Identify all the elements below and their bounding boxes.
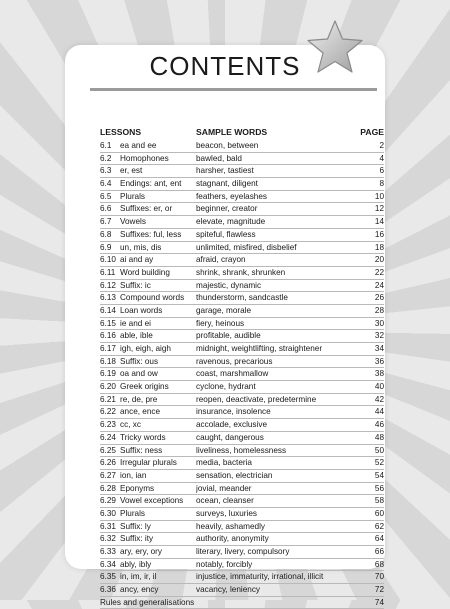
lesson-name: ai and ay	[120, 255, 154, 265]
lesson-number: 6.8	[100, 229, 112, 239]
lesson-name: Greek origins	[120, 382, 169, 392]
table-row	[100, 406, 384, 419]
table-row	[100, 368, 384, 381]
lesson-number: 6.18	[100, 356, 116, 366]
sample-words: feathers, eyelashes	[196, 191, 268, 201]
page-number: 30	[374, 318, 384, 328]
lesson-name: Endings: ant, ent	[120, 179, 182, 189]
sample-words: unlimited, misfired, disbelief	[196, 242, 297, 252]
sample-words: literary, livery, compulsory	[196, 547, 290, 556]
lesson-number: 6.31	[100, 521, 116, 531]
sample-words: liveliness, homelessness	[196, 445, 287, 455]
page-number: 68	[374, 559, 384, 569]
header-sample-words: SAMPLE WORDS	[196, 127, 268, 137]
lesson-number: 6.14	[100, 305, 116, 315]
page-number: 64	[374, 534, 384, 544]
page-number: 54	[374, 470, 384, 480]
page-number: 28	[374, 305, 384, 315]
table-row	[100, 584, 384, 597]
page-number: 70	[374, 572, 384, 582]
lesson-number: 6.1	[100, 141, 112, 150]
lesson-name: ary, ery, ory	[120, 547, 163, 556]
page-number: 24	[374, 280, 384, 290]
sample-words: ravenous, precarious	[196, 356, 273, 366]
page-number: 22	[374, 267, 384, 277]
lesson-name: Vowels	[120, 217, 146, 227]
page-number: 60	[374, 508, 384, 518]
lesson-number: 6.11	[100, 267, 116, 277]
page-number: 44	[374, 407, 384, 417]
lesson-name: Homophones	[120, 153, 169, 163]
lesson-number: 6.5	[100, 191, 112, 201]
page-number: 18	[374, 242, 384, 252]
table-row	[100, 203, 384, 216]
title-divider	[90, 88, 377, 91]
sample-words: injustice, immaturity, irrational, illicit	[196, 572, 324, 582]
page-number: 52	[374, 458, 384, 468]
sample-words: coast, marshmallow	[196, 369, 269, 379]
sample-words: insurance, insolence	[196, 407, 271, 417]
lesson-name: Suffix: ly	[120, 521, 151, 531]
page-number: 8	[379, 179, 384, 189]
table-row	[100, 508, 384, 521]
lesson-number: 6.10	[100, 255, 116, 265]
contents-card	[65, 45, 385, 607]
lesson-number: 6.2	[100, 153, 112, 163]
lesson-name: Eponyms	[120, 483, 155, 493]
table-row	[100, 191, 384, 204]
sample-words: vacancy, leniency	[196, 585, 261, 595]
lesson-number: 6.35	[100, 572, 116, 582]
page-number: 34	[374, 344, 384, 353]
lesson-number: 6.13	[100, 293, 116, 303]
sample-words: caught, dangerous	[196, 432, 264, 442]
page-number: 56	[374, 483, 384, 493]
sample-words: thunderstorm, sandcastle	[196, 293, 288, 303]
lesson-name: Word building	[120, 267, 170, 277]
table-body	[100, 140, 384, 597]
sample-words: surveys, luxuries	[196, 508, 257, 518]
lesson-number: 6.23	[100, 420, 116, 430]
page-number: 50	[374, 445, 384, 455]
sample-words: shrink, shrank, shrunken	[196, 267, 286, 277]
sample-words: beginner, creator	[196, 204, 258, 214]
table-row	[100, 470, 384, 483]
lesson-name: Irregular plurals	[120, 458, 177, 468]
table-row	[100, 216, 384, 229]
lesson-name: Suffix: ic	[120, 280, 151, 290]
page-number: 72	[374, 585, 384, 595]
table-row	[100, 432, 384, 445]
table-row	[100, 546, 384, 559]
lesson-name: Tricky words	[120, 432, 166, 442]
lesson-name: cc, xc	[120, 420, 141, 430]
table-row	[100, 533, 384, 546]
sample-words: spiteful, flawless	[196, 229, 256, 239]
table-row	[100, 318, 384, 331]
sample-words: ocean, cleanser	[196, 496, 254, 506]
lesson-name: ea and ee	[120, 141, 157, 150]
sample-words: accolade, exclusive	[196, 420, 267, 430]
table-row	[100, 178, 384, 191]
table-row	[100, 280, 384, 293]
page-number: 36	[374, 356, 384, 366]
lesson-number: 6.6	[100, 204, 112, 214]
sample-words: profitable, audible	[196, 331, 261, 341]
page-number: 26	[374, 293, 384, 303]
lesson-name: ance, ence	[120, 407, 161, 417]
page-number: 32	[374, 331, 384, 341]
header-lessons: LESSONS	[100, 127, 142, 137]
lesson-name: Suffix: ous	[120, 356, 159, 366]
page-number: 42	[374, 394, 384, 404]
lesson-name: able, ible	[120, 331, 153, 341]
table-row	[100, 292, 384, 305]
page-number: 66	[374, 547, 384, 556]
sample-words: stagnant, diligent	[196, 179, 258, 189]
sample-words: afraid, crayon	[196, 255, 246, 265]
table-row	[100, 140, 384, 153]
header-page: PAGE	[360, 127, 384, 137]
table-row	[100, 229, 384, 242]
lesson-number: 6.22	[100, 407, 116, 417]
lesson-name: re, de, pre	[120, 394, 158, 404]
lesson-number: 6.4	[100, 179, 112, 189]
table-row	[100, 559, 384, 572]
page-number: 58	[374, 496, 384, 506]
lesson-name: ie and ei	[120, 318, 151, 328]
table-row	[100, 571, 384, 584]
lesson-number: 6.9	[100, 242, 112, 252]
page-number: 14	[374, 217, 384, 227]
lesson-name: Suffix: ness	[120, 445, 163, 455]
lesson-name: ancy, ency	[120, 585, 159, 595]
table-row	[100, 330, 384, 343]
sample-words: fiery, heinous	[196, 318, 245, 328]
lesson-number: 6.20	[100, 382, 116, 392]
sample-words: heavily, ashamedly	[196, 521, 266, 531]
lesson-number: 6.16	[100, 331, 116, 341]
lesson-number: 6.32	[100, 534, 116, 544]
lesson-number: 6.34	[100, 559, 116, 569]
lesson-name: er, est	[120, 166, 143, 176]
table-row	[100, 356, 384, 369]
lesson-number: 6.30	[100, 508, 116, 518]
lesson-number: 6.21	[100, 394, 116, 404]
lesson-number: 6.27	[100, 470, 116, 480]
page-number: 20	[374, 255, 384, 265]
sample-words: media, bacteria	[196, 458, 252, 468]
table-row	[100, 165, 384, 178]
lesson-number: 6.36	[100, 585, 116, 595]
table-row-footer	[100, 597, 384, 609]
table-row	[100, 267, 384, 280]
sample-words: jovial, meander	[196, 483, 252, 493]
lesson-name: oa and ow	[120, 369, 158, 379]
sample-words: elevate, magnitude	[196, 217, 266, 227]
page-number: 10	[374, 191, 384, 201]
lesson-number: 6.26	[100, 458, 116, 468]
sample-words: midnight, weightlifting, straightener	[196, 344, 323, 353]
footer-page: 74	[374, 597, 384, 607]
lesson-name: Vowel exceptions	[120, 496, 184, 506]
lesson-name: Suffix: ity	[120, 534, 154, 544]
lesson-number: 6.3	[100, 166, 112, 176]
lesson-number: 6.29	[100, 496, 116, 506]
lesson-name: ably, ibly	[120, 559, 152, 569]
lesson-name: un, mis, dis	[120, 242, 162, 252]
lesson-number: 6.24	[100, 432, 116, 442]
star-icon	[305, 18, 365, 78]
table-row	[100, 445, 384, 458]
sample-words: garage, morale	[196, 305, 252, 315]
lesson-name: Loan words	[120, 305, 163, 315]
lesson-number: 6.33	[100, 547, 116, 556]
table-row	[100, 343, 384, 356]
sample-words: harsher, tastiest	[196, 166, 254, 176]
table-row	[100, 305, 384, 318]
lesson-name: Compound words	[120, 293, 185, 303]
table-header	[100, 127, 384, 138]
sample-words: beacon, between	[196, 141, 259, 150]
page-number: 38	[374, 369, 384, 379]
sample-words: bawled, bald	[196, 153, 242, 163]
page-number: 16	[374, 229, 384, 239]
page-number: 62	[374, 521, 384, 531]
table-row	[100, 483, 384, 496]
lesson-name: ion, ian	[120, 470, 147, 480]
table-row	[100, 521, 384, 534]
table-row	[100, 242, 384, 255]
table-row	[100, 419, 384, 432]
lesson-name: Suffixes: er, or	[120, 204, 173, 214]
page-number: 4	[379, 153, 384, 163]
table-row	[100, 394, 384, 407]
page-number: 48	[374, 432, 384, 442]
sample-words: authority, anonymity	[196, 534, 269, 544]
page-title: CONTENTS	[149, 51, 301, 81]
contents-table	[100, 127, 384, 609]
lesson-name: in, im, ir, il	[120, 572, 157, 582]
table-row	[100, 381, 384, 394]
page-number: 2	[379, 141, 384, 150]
page-number: 6	[379, 166, 384, 176]
page-number: 46	[374, 420, 384, 430]
footer-label: Rules and generalisations	[100, 597, 195, 607]
table-row	[100, 457, 384, 470]
lesson-number: 6.28	[100, 483, 116, 493]
table-row	[100, 153, 384, 166]
sample-words: sensation, electrician	[196, 470, 273, 480]
lesson-number: 6.15	[100, 318, 116, 328]
lesson-number: 6.12	[100, 280, 116, 290]
table-row	[100, 254, 384, 267]
sample-words: reopen, deactivate, predetermine	[196, 394, 317, 404]
lesson-number: 6.7	[100, 217, 112, 227]
lesson-name: Suffixes: ful, less	[120, 229, 182, 239]
lesson-number: 6.17	[100, 344, 116, 353]
table-row	[100, 495, 384, 508]
lesson-name: igh, eigh, aigh	[120, 344, 171, 353]
page-number: 40	[374, 382, 384, 392]
sample-words: cyclone, hydrant	[196, 382, 256, 392]
sample-words: majestic, dynamic	[196, 280, 262, 290]
page-number: 12	[374, 204, 384, 214]
lesson-name: Plurals	[120, 508, 146, 518]
lesson-number: 6.19	[100, 369, 116, 379]
lesson-name: Plurals	[120, 191, 146, 201]
sample-words: notably, forcibly	[196, 559, 253, 569]
lesson-number: 6.25	[100, 445, 116, 455]
